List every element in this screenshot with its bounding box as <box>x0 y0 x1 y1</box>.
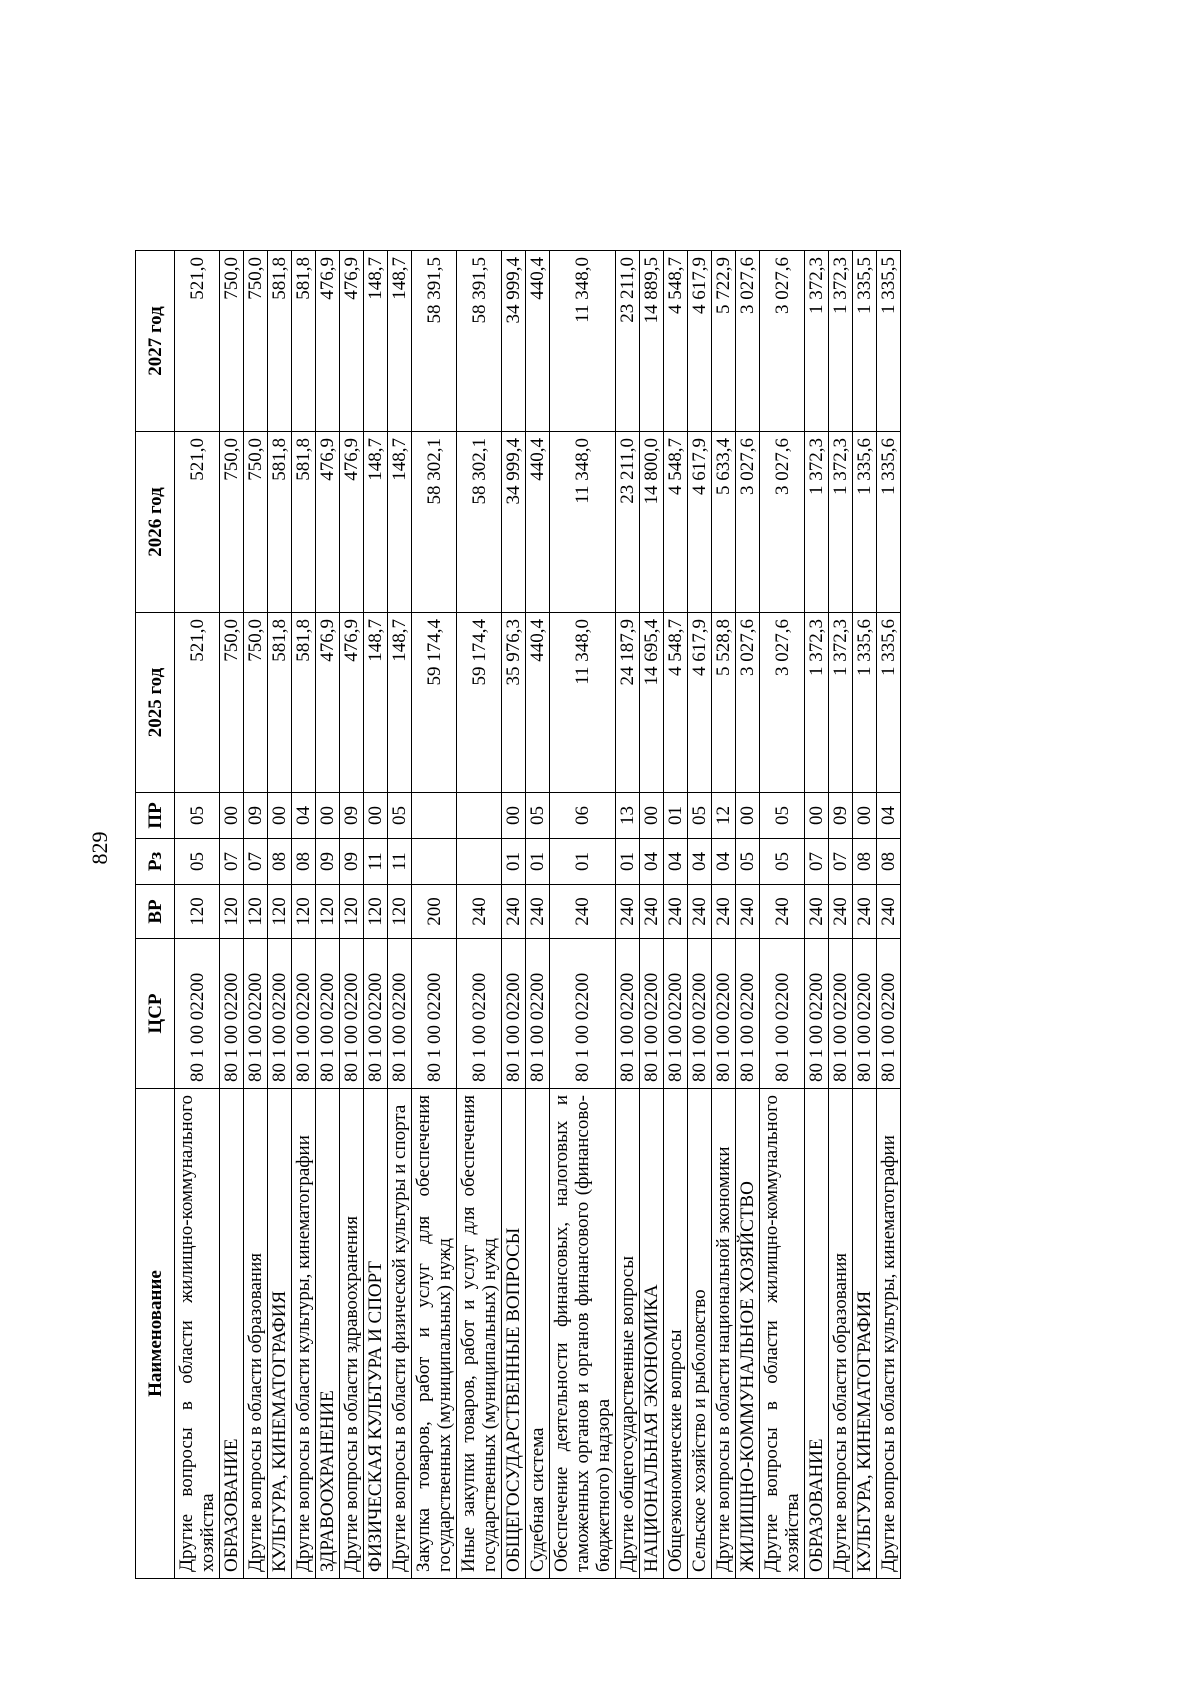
cell-name: Другие вопросы в области образования <box>244 1089 268 1579</box>
cell-2027: 1 372,3 <box>829 251 853 432</box>
cell-pr: 00 <box>220 793 244 839</box>
cell-pr: 09 <box>340 793 364 839</box>
cell-name: ЖИЛИЩНО-КОММУНАЛЬНОЕ ХОЗЯЙСТВО <box>736 1089 760 1579</box>
cell-pr: 09 <box>829 793 853 839</box>
cell-2027: 1 372,3 <box>805 251 829 432</box>
cell-2027: 148,7 <box>388 251 412 432</box>
table-row <box>760 251 805 1579</box>
cell-vr: 120 <box>175 885 220 939</box>
cell-2026: 1 372,3 <box>805 432 829 613</box>
rotated-table-container <box>135 251 999 1579</box>
header-vr: ВР <box>136 885 175 939</box>
cell-vr: 240 <box>502 885 526 939</box>
cell-2025: 4 548,7 <box>664 613 688 793</box>
cell-name: Судебная система <box>526 1089 550 1579</box>
table-row <box>457 251 502 1579</box>
cell-vr: 240 <box>550 885 616 939</box>
cell-rz: 04 <box>640 839 664 885</box>
cell-vr: 120 <box>220 885 244 939</box>
cell-rz: 11 <box>364 839 388 885</box>
cell-vr: 240 <box>688 885 712 939</box>
cell-pr: 05 <box>526 793 550 839</box>
table-row <box>175 251 220 1579</box>
cell-csr: 80 1 00 02200 <box>316 939 340 1089</box>
cell-vr: 240 <box>877 885 901 939</box>
cell-name: ОБРАЗОВАНИЕ <box>805 1089 829 1579</box>
cell-2026: 4 548,7 <box>664 432 688 613</box>
cell-csr: 80 1 00 02200 <box>712 939 736 1089</box>
cell-vr: 120 <box>340 885 364 939</box>
cell-name: Общеэкономические вопросы <box>664 1089 688 1579</box>
cell-name: Другие вопросы в области физической культуры и спорта <box>388 1089 412 1579</box>
cell-rz: 04 <box>688 839 712 885</box>
cell-pr: 00 <box>640 793 664 839</box>
cell-vr: 240 <box>526 885 550 939</box>
cell-2026: 14 800,0 <box>640 432 664 613</box>
cell-2026: 11 348,0 <box>550 432 616 613</box>
header-name: Наименование <box>136 1089 175 1579</box>
cell-csr: 80 1 00 02200 <box>175 939 220 1089</box>
table-body <box>175 251 901 1579</box>
cell-csr: 80 1 00 02200 <box>829 939 853 1089</box>
cell-2027: 4 617,9 <box>688 251 712 432</box>
table-row <box>829 251 853 1579</box>
cell-vr: 240 <box>664 885 688 939</box>
cell-2026: 148,7 <box>364 432 388 613</box>
page-number: 829 <box>87 831 112 865</box>
cell-pr: 00 <box>364 793 388 839</box>
cell-rz <box>457 839 502 885</box>
cell-vr: 200 <box>412 885 457 939</box>
cell-vr: 120 <box>364 885 388 939</box>
cell-2027: 521,0 <box>175 251 220 432</box>
cell-2025: 4 617,9 <box>688 613 712 793</box>
cell-2025: 521,0 <box>175 613 220 793</box>
cell-vr: 240 <box>805 885 829 939</box>
cell-name: Закупка товаров, работ и услуг для обеспечения государственных (муниципальных) нужд <box>412 1089 457 1579</box>
header-2026: 2026 год <box>136 432 175 613</box>
table-row <box>316 251 340 1579</box>
cell-2026: 1 335,6 <box>853 432 877 613</box>
cell-2026: 5 633,4 <box>712 432 736 613</box>
cell-csr: 80 1 00 02200 <box>502 939 526 1089</box>
cell-2026: 58 302,1 <box>457 432 502 613</box>
cell-vr: 240 <box>760 885 805 939</box>
cell-2025: 1 372,3 <box>805 613 829 793</box>
cell-name: Другие вопросы в области жилищно-коммунального хозяйства <box>175 1089 220 1579</box>
cell-name: ОБРАЗОВАНИЕ <box>220 1089 244 1579</box>
cell-2026: 750,0 <box>244 432 268 613</box>
cell-pr: 05 <box>175 793 220 839</box>
cell-vr: 240 <box>829 885 853 939</box>
cell-pr: 12 <box>712 793 736 839</box>
cell-vr: 120 <box>292 885 316 939</box>
cell-csr: 80 1 00 02200 <box>388 939 412 1089</box>
cell-2027: 476,9 <box>340 251 364 432</box>
cell-2025: 35 976,3 <box>502 613 526 793</box>
cell-name: Другие вопросы в области образования <box>829 1089 853 1579</box>
cell-csr: 80 1 00 02200 <box>640 939 664 1089</box>
cell-name: Иные закупки товаров, работ и услуг для обеспечения государственных (муниципальных) нужд <box>457 1089 502 1579</box>
cell-name: ФИЗИЧЕСКАЯ КУЛЬТУРА И СПОРТ <box>364 1089 388 1579</box>
cell-rz: 08 <box>292 839 316 885</box>
cell-pr: 05 <box>688 793 712 839</box>
cell-2025: 750,0 <box>244 613 268 793</box>
cell-name: ОБЩЕГОСУДАРСТВЕННЫЕ ВОПРОСЫ <box>502 1089 526 1579</box>
cell-csr: 80 1 00 02200 <box>340 939 364 1089</box>
cell-2026: 34 999,4 <box>502 432 526 613</box>
table-row <box>550 251 616 1579</box>
cell-pr: 00 <box>268 793 292 839</box>
cell-2026: 476,9 <box>316 432 340 613</box>
cell-name: Другие общегосударственные вопросы <box>616 1089 640 1579</box>
cell-name: НАЦИОНАЛЬНАЯ ЭКОНОМИКА <box>640 1089 664 1579</box>
cell-2026: 750,0 <box>220 432 244 613</box>
cell-name: Другие вопросы в области культуры, кинематографии <box>292 1089 316 1579</box>
cell-2027: 440,4 <box>526 251 550 432</box>
cell-rz: 07 <box>829 839 853 885</box>
cell-rz: 04 <box>712 839 736 885</box>
cell-rz: 05 <box>175 839 220 885</box>
cell-2027: 476,9 <box>316 251 340 432</box>
header-pr: ПР <box>136 793 175 839</box>
cell-pr <box>412 793 457 839</box>
table-row <box>853 251 877 1579</box>
table-header-row <box>136 251 175 1579</box>
cell-2027: 581,8 <box>292 251 316 432</box>
cell-2026: 581,8 <box>292 432 316 613</box>
cell-2026: 1 335,6 <box>877 432 901 613</box>
cell-vr: 120 <box>244 885 268 939</box>
cell-pr: 00 <box>502 793 526 839</box>
cell-name: Другие вопросы в области жилищно-коммунального хозяйства <box>760 1089 805 1579</box>
cell-2027: 14 889,5 <box>640 251 664 432</box>
cell-2026: 476,9 <box>340 432 364 613</box>
header-2025: 2025 год <box>136 613 175 793</box>
cell-pr: 01 <box>664 793 688 839</box>
cell-csr: 80 1 00 02200 <box>550 939 616 1089</box>
cell-2025: 440,4 <box>526 613 550 793</box>
cell-csr: 80 1 00 02200 <box>244 939 268 1089</box>
cell-rz: 08 <box>268 839 292 885</box>
cell-csr: 80 1 00 02200 <box>688 939 712 1089</box>
table-row <box>220 251 244 1579</box>
cell-rz: 07 <box>805 839 829 885</box>
cell-2025: 476,9 <box>340 613 364 793</box>
cell-pr: 06 <box>550 793 616 839</box>
cell-2025: 148,7 <box>388 613 412 793</box>
cell-pr: 04 <box>877 793 901 839</box>
cell-2025: 3 027,6 <box>736 613 760 793</box>
cell-2026: 148,7 <box>388 432 412 613</box>
cell-csr: 80 1 00 02200 <box>664 939 688 1089</box>
cell-rz: 05 <box>736 839 760 885</box>
cell-csr: 80 1 00 02200 <box>736 939 760 1089</box>
cell-rz: 07 <box>244 839 268 885</box>
table-row <box>616 251 640 1579</box>
header-rz: Рз <box>136 839 175 885</box>
cell-pr: 00 <box>805 793 829 839</box>
cell-2026: 1 372,3 <box>829 432 853 613</box>
cell-pr: 05 <box>760 793 805 839</box>
cell-vr: 120 <box>316 885 340 939</box>
cell-2026: 58 302,1 <box>412 432 457 613</box>
cell-2025: 750,0 <box>220 613 244 793</box>
table-row <box>244 251 268 1579</box>
cell-pr: 00 <box>316 793 340 839</box>
cell-2026: 4 617,9 <box>688 432 712 613</box>
cell-2026: 440,4 <box>526 432 550 613</box>
cell-rz: 09 <box>316 839 340 885</box>
cell-2025: 11 348,0 <box>550 613 616 793</box>
cell-2026: 3 027,6 <box>760 432 805 613</box>
header-csr: ЦСР <box>136 939 175 1089</box>
cell-csr: 80 1 00 02200 <box>853 939 877 1089</box>
table-row <box>688 251 712 1579</box>
cell-2027: 5 722,9 <box>712 251 736 432</box>
cell-rz: 01 <box>502 839 526 885</box>
cell-name: Сельское хозяйство и рыболовство <box>688 1089 712 1579</box>
budget-table <box>135 250 901 1579</box>
cell-2027: 34 999,4 <box>502 251 526 432</box>
cell-name: Другие вопросы в области национальной экономики <box>712 1089 736 1579</box>
cell-2025: 5 528,8 <box>712 613 736 793</box>
cell-vr: 240 <box>736 885 760 939</box>
cell-csr: 80 1 00 02200 <box>220 939 244 1089</box>
cell-rz: 04 <box>664 839 688 885</box>
cell-csr: 80 1 00 02200 <box>877 939 901 1089</box>
cell-2027: 1 335,5 <box>853 251 877 432</box>
cell-csr: 80 1 00 02200 <box>412 939 457 1089</box>
table-row <box>805 251 829 1579</box>
cell-2027: 11 348,0 <box>550 251 616 432</box>
cell-2025: 1 335,6 <box>877 613 901 793</box>
cell-rz: 09 <box>340 839 364 885</box>
cell-2027: 581,8 <box>268 251 292 432</box>
cell-pr: 05 <box>388 793 412 839</box>
cell-2025: 148,7 <box>364 613 388 793</box>
cell-csr: 80 1 00 02200 <box>292 939 316 1089</box>
cell-2025: 1 372,3 <box>829 613 853 793</box>
cell-vr: 240 <box>457 885 502 939</box>
cell-rz: 07 <box>220 839 244 885</box>
cell-pr: 00 <box>736 793 760 839</box>
table-row <box>364 251 388 1579</box>
table-row <box>340 251 364 1579</box>
cell-2027: 148,7 <box>364 251 388 432</box>
table-row <box>412 251 457 1579</box>
cell-vr: 240 <box>853 885 877 939</box>
cell-csr: 80 1 00 02200 <box>805 939 829 1089</box>
cell-csr: 80 1 00 02200 <box>457 939 502 1089</box>
cell-pr: 09 <box>244 793 268 839</box>
cell-rz: 08 <box>853 839 877 885</box>
table-row <box>877 251 901 1579</box>
cell-rz <box>412 839 457 885</box>
cell-name: Обеспечение деятельности финансовых, налоговых и таможенных органов и органов финансового (финансово-бюджетного) надзора <box>550 1089 616 1579</box>
cell-2026: 23 211,0 <box>616 432 640 613</box>
cell-2027: 3 027,6 <box>736 251 760 432</box>
cell-name: Другие вопросы в области культуры, кинематографии <box>877 1089 901 1579</box>
cell-2025: 14 695,4 <box>640 613 664 793</box>
cell-2025: 59 174,4 <box>457 613 502 793</box>
cell-2025: 581,8 <box>292 613 316 793</box>
cell-csr: 80 1 00 02200 <box>268 939 292 1089</box>
cell-name: КУЛЬТУРА, КИНЕМАТОГРАФИЯ <box>853 1089 877 1579</box>
cell-2027: 750,0 <box>220 251 244 432</box>
cell-csr: 80 1 00 02200 <box>760 939 805 1089</box>
table-row <box>502 251 526 1579</box>
cell-rz: 01 <box>526 839 550 885</box>
cell-2027: 3 027,6 <box>760 251 805 432</box>
header-2027: 2027 год <box>136 251 175 432</box>
cell-2026: 3 027,6 <box>736 432 760 613</box>
table-row <box>526 251 550 1579</box>
cell-2026: 581,8 <box>268 432 292 613</box>
cell-2027: 750,0 <box>244 251 268 432</box>
cell-vr: 240 <box>712 885 736 939</box>
cell-csr: 80 1 00 02200 <box>364 939 388 1089</box>
cell-csr: 80 1 00 02200 <box>616 939 640 1089</box>
cell-2025: 1 335,6 <box>853 613 877 793</box>
cell-2025: 3 027,6 <box>760 613 805 793</box>
cell-2027: 23 211,0 <box>616 251 640 432</box>
cell-2027: 58 391,5 <box>412 251 457 432</box>
cell-2026: 521,0 <box>175 432 220 613</box>
table-row <box>712 251 736 1579</box>
table-row <box>640 251 664 1579</box>
cell-2027: 4 548,7 <box>664 251 688 432</box>
cell-rz: 01 <box>550 839 616 885</box>
cell-vr: 120 <box>388 885 412 939</box>
cell-pr: 00 <box>853 793 877 839</box>
cell-pr <box>457 793 502 839</box>
table-row <box>736 251 760 1579</box>
cell-name: Другие вопросы в области здравоохранения <box>340 1089 364 1579</box>
cell-2027: 1 335,5 <box>877 251 901 432</box>
table-row <box>388 251 412 1579</box>
cell-rz: 11 <box>388 839 412 885</box>
cell-rz: 01 <box>616 839 640 885</box>
cell-name: ЗДРАВООХРАНЕНИЕ <box>316 1089 340 1579</box>
cell-2025: 59 174,4 <box>412 613 457 793</box>
cell-vr: 240 <box>616 885 640 939</box>
cell-name: КУЛЬТУРА, КИНЕМАТОГРАФИЯ <box>268 1089 292 1579</box>
cell-vr: 120 <box>268 885 292 939</box>
cell-vr: 240 <box>640 885 664 939</box>
cell-rz: 05 <box>760 839 805 885</box>
cell-pr: 13 <box>616 793 640 839</box>
cell-2025: 581,8 <box>268 613 292 793</box>
cell-csr: 80 1 00 02200 <box>526 939 550 1089</box>
cell-2025: 476,9 <box>316 613 340 793</box>
cell-2027: 58 391,5 <box>457 251 502 432</box>
cell-2025: 24 187,9 <box>616 613 640 793</box>
cell-rz: 08 <box>877 839 901 885</box>
table-row <box>292 251 316 1579</box>
cell-pr: 04 <box>292 793 316 839</box>
table-row <box>268 251 292 1579</box>
table-row <box>664 251 688 1579</box>
